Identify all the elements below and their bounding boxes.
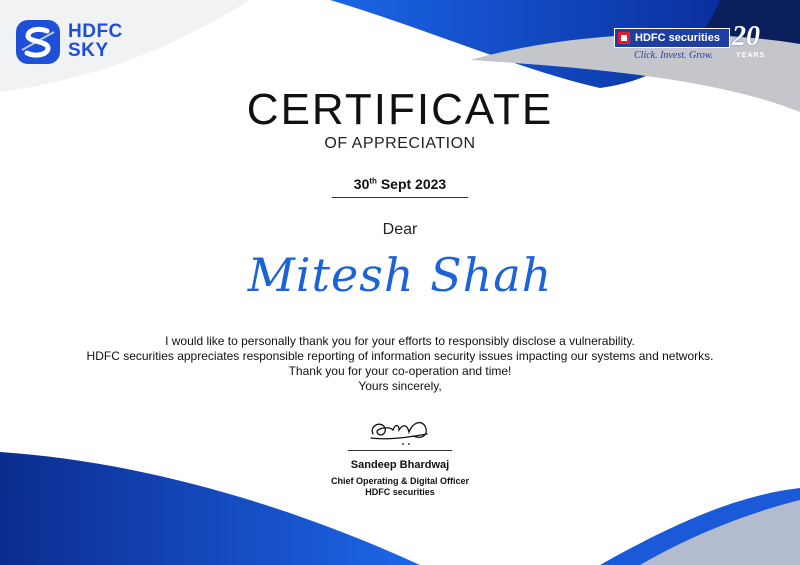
certificate-body [0,334,800,394]
hdfc-flag-icon [618,32,630,44]
signatory-details [0,476,800,498]
greeting: Dear [382,221,418,238]
date-suffix: th [369,176,377,186]
hdfc-sky-icon [16,20,60,64]
body-line-3: Thank you for your co-operation and time! [288,364,512,378]
signatory-company: HDFC securities [365,487,435,497]
anniversary-number: 20 [732,21,760,52]
body-line-4: Yours sincerely, [358,379,442,393]
hdfc-securities-name: HDFC securities [635,32,720,44]
certificate-date [0,176,800,192]
hdfc-sky-text-line2: SKY [68,40,109,61]
signature [365,412,435,448]
hdfc-sky-logo [16,20,136,64]
date-underline [332,197,468,198]
hdfc-sky-text-line1: HDFC [68,21,123,42]
body-line-1: I would like to personally thank you for your efforts to responsibly disclose a vulnerability. [165,334,635,348]
signatory-name: Sandeep Bhardwaj [350,459,450,471]
date-day: 30 [353,176,370,192]
date-rest: Sept 2023 [376,176,447,192]
certificate-title: CERTIFICATE [246,85,554,134]
signature-line [348,450,452,451]
hdfc-securities-logo [614,21,796,66]
anniversary-label: YEARS [736,52,766,59]
body-line-2: HDFC securities appreciates responsible reporting of information security issues impacting our systems and networks. [86,349,714,363]
hdfc-securities-badge [614,28,730,48]
signatory-title: Chief Operating & Digital Officer [330,476,469,486]
recipient-name: Mitesh Shah [247,248,553,302]
certificate-subtitle: OF APPRECIATION [324,135,476,152]
hdfc-securities-tagline: Click. Invest. Grow. [634,50,714,61]
